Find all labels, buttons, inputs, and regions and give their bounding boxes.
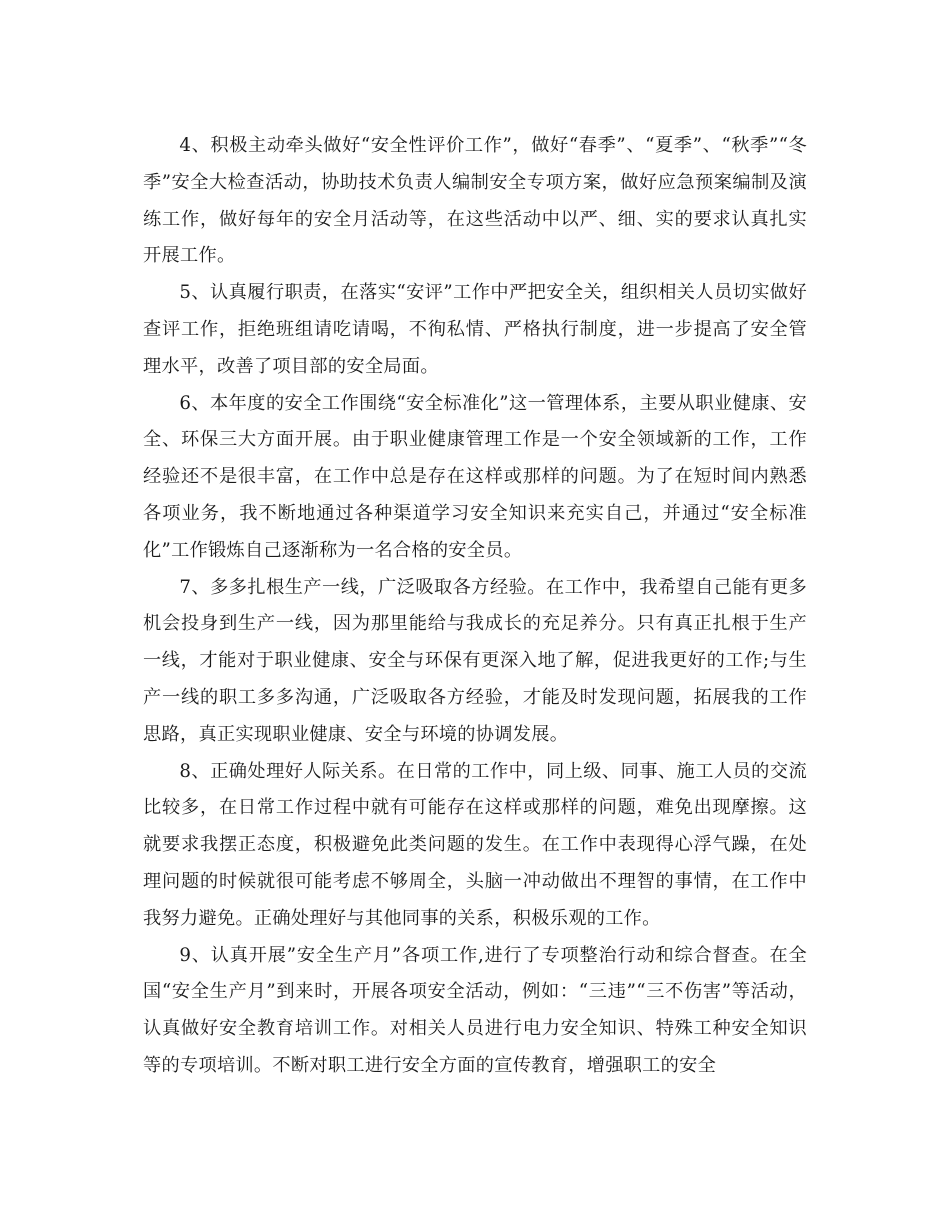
paragraph-4: 4、积极主动牵头做好“安全性评价工作”，做好“春季”、“夏季”、“秋季”“冬季”安全大检查活动，协助技术负责人编制安全专项方案，做好应急预案编制及演练工作，做好每年的安全月活动等，在这些活动中以严、细、实的要求认真扎实开展工作。 [143, 135, 807, 267]
paragraph-8: 8、正确处理好人际关系。在日常的工作中，同上级、同事、施工人员的交流比较多，在日常工作过程中就有可能存在这样或那样的问题，难免出现摩擦。这就要求我摆正态度，积极避免此类问题的发生。在工作中表现得心浮气躁，在处理问题的时候就很可能考虑不够周全，头脑一冲动做出不理智的事情，在工作中我努力避免。正确处理好与其他同事的关系，积极乐观的工作。 [143, 760, 807, 929]
document-body [143, 128, 807, 1085]
paragraph-7: 7、多多扎根生产一线，广泛吸取各方经验。在工作中，我希望自己能有更多机会投身到生产一线，因为那里能给与我成长的充足养分。只有真正扎根于生产一线，才能对于职业健康、安全与环保有更深入地了解，促进我更好的工作;与生产一线的职工多多沟通，广泛吸取各方经验，才能及时发现问题，拓展我的工作思路，真正实现职业健康、安全与环境的协调发展。 [143, 576, 807, 745]
paragraph-5: 5、认真履行职责，在落实“安评”工作中严把安全关，组织相关人员切实做好查评工作，拒绝班组请吃请喝，不徇私情、严格执行制度，进一步提高了安全管理水平，改善了项目部的安全局面。 [143, 282, 807, 377]
paragraph-9: 9、认真开展”安全生产月”各项工作,进行了专项整治行动和综合督查。在全国“安全生产月”到来时，开展各项安全活动，例如：“三违”“三不伤害”等活动，认真做好安全教育培训工作。对相关人员进行电力安全知识、特殊工种安全知识等的专项培训。不断对职工进行安全方面的宣传教育，增强职工的安全 [143, 944, 807, 1076]
paragraph-6: 6、本年度的安全工作围绕“安全标准化”这一管理体系，主要从职业健康、安全、环保三大方面开展。由于职业健康管理工作是一个安全领域新的工作，工作经验还不是很丰富，在工作中总是存在这样或那样的问题。为了在短时间内熟悉各项业务，我不断地通过各种渠道学习安全知识来充实自己，并通过“安全标准化”工作锻炼自己逐渐称为一名合格的安全员。 [143, 392, 807, 561]
